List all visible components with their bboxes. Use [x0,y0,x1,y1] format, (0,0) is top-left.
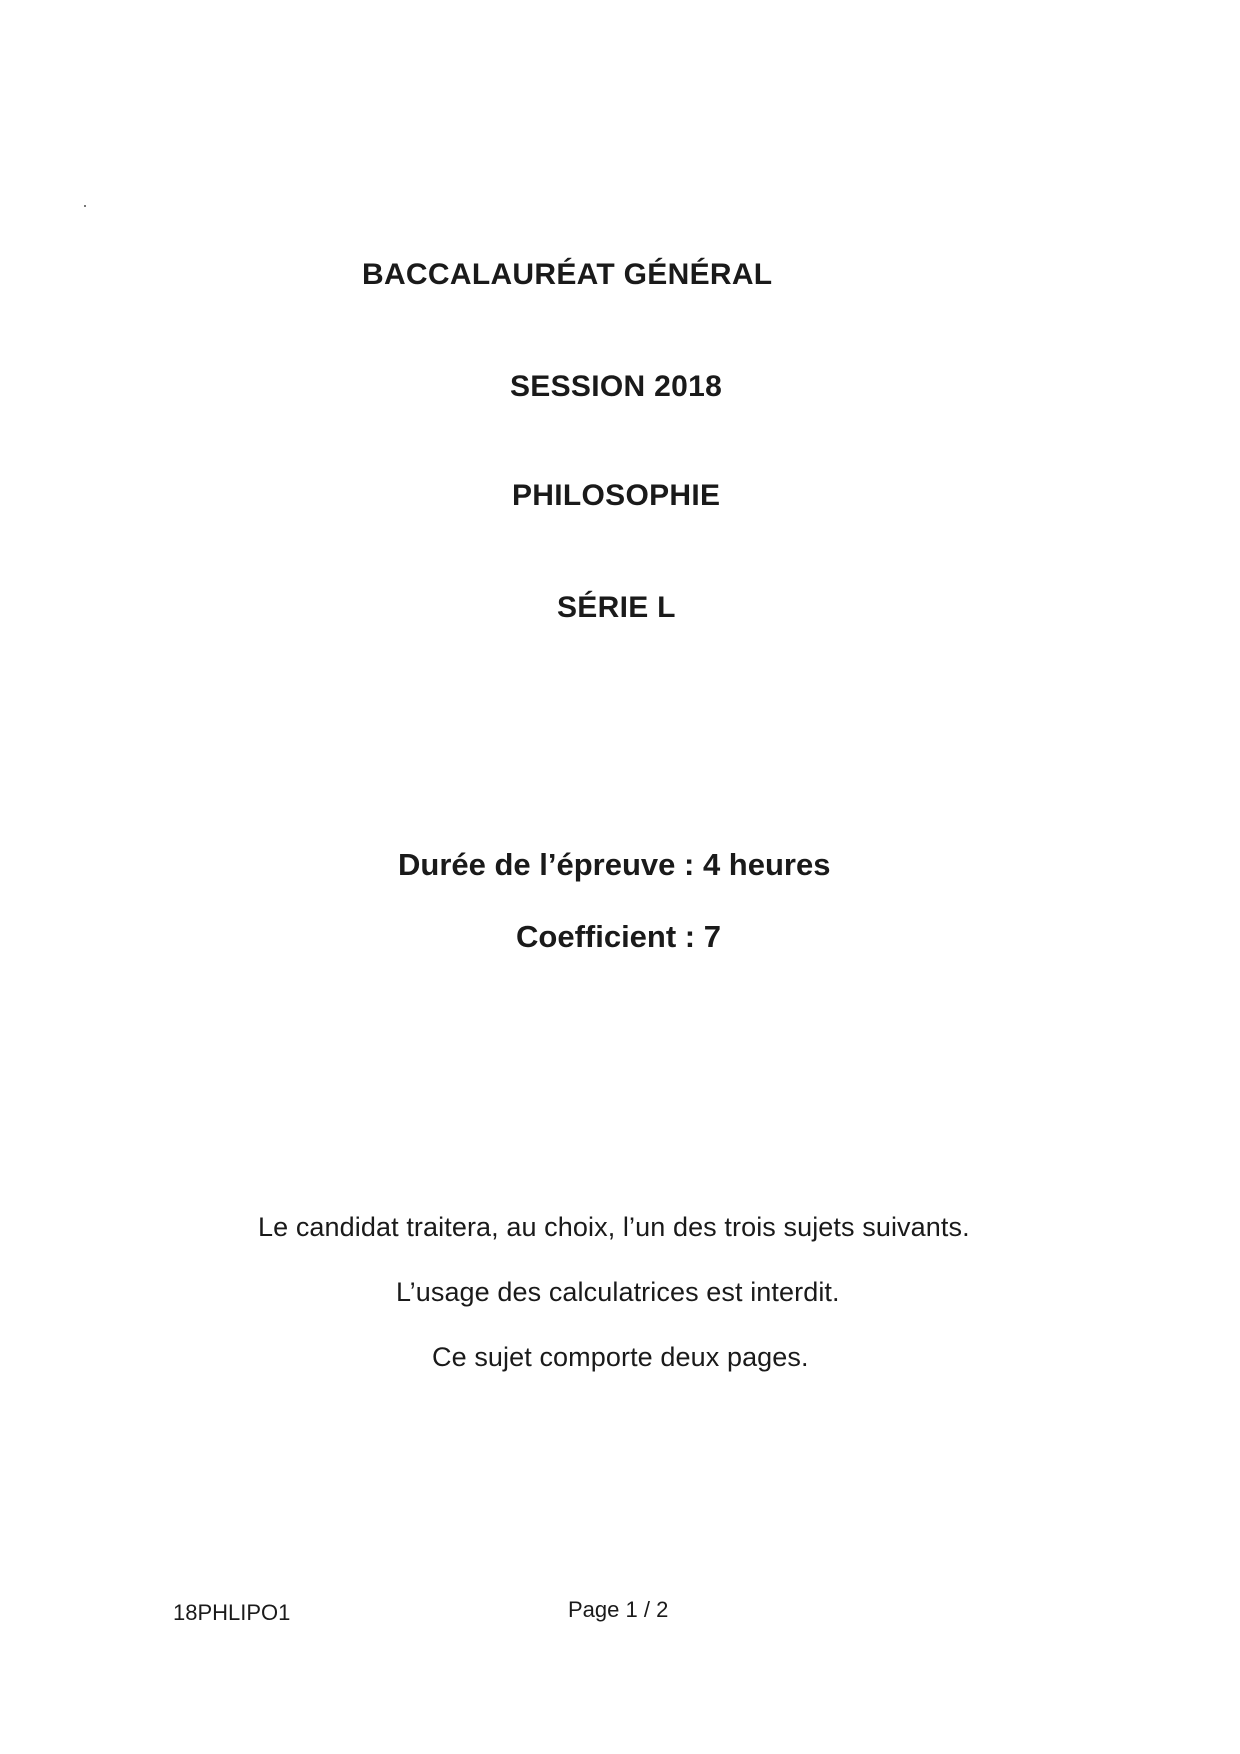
page-number: Page 1 / 2 [568,1597,669,1622]
instruction-page-count: Ce sujet comporte deux pages. [432,1342,809,1372]
subject-title: PHILOSOPHIE [512,479,721,512]
session-title: SESSION 2018 [510,370,723,403]
instruction-calculators: L’usage des calculatrices est interdit. [396,1277,840,1307]
document-code: 18PHLIPO1 [173,1600,291,1625]
series-title: SÉRIE L [557,591,676,624]
exam-title: BACCALAURÉAT GÉNÉRAL [362,258,773,291]
instruction-choice: Le candidat traitera, au choix, l’un des trois sujets suivants. [258,1212,970,1242]
scan-speck [84,205,86,207]
exam-duration: Durée de l’épreuve : 4 heures [398,847,831,882]
exam-coefficient: Coefficient : 7 [516,919,721,954]
